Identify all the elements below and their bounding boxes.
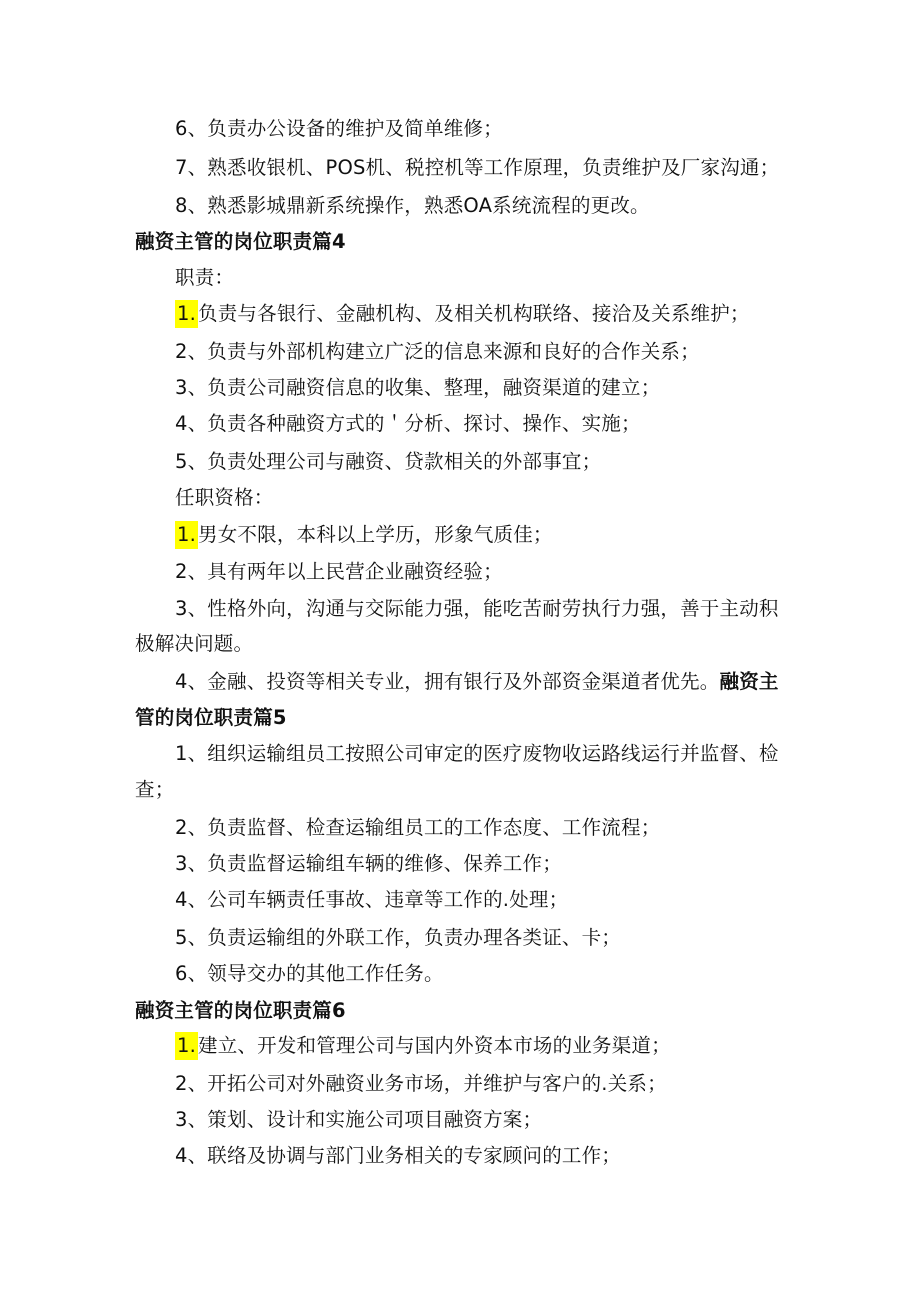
section4-qual-3a: 3、性格外向，沟通与交际能力强，能吃苦耐劳执行力强，善于主动积 — [175, 597, 779, 620]
section3-item-7: 7、熟悉收银机、POS机、税控机等工作原理，负责维护及厂家沟通； — [175, 156, 780, 179]
section4-duty-2: 2、负责与外部机构建立广泛的信息来源和良好的合作关系； — [175, 340, 700, 363]
section5-item-3: 3、负责监督运输组车辆的维修、保养工作； — [175, 852, 562, 875]
highlight-marker: 1. — [175, 300, 198, 328]
section4-duty-1 — [175, 300, 750, 328]
section5-item-4: 4、公司车辆责任事故、违章等工作的.处理； — [175, 888, 569, 911]
section6-item-2: 2、开拓公司对外融资业务市场，并维护与客户的.关系； — [175, 1072, 667, 1095]
section5-item-5: 5、负责运输组的外联工作，负责办理各类证、卡； — [175, 926, 622, 949]
section4-qual-label: 任职资格： — [175, 486, 274, 509]
section5-item-1b: 查； — [135, 778, 175, 801]
highlight-marker: 1. — [175, 1032, 198, 1060]
section4-qual-4 — [175, 668, 779, 696]
section4-qual-4-text: 4、金融、投资等相关专业，拥有银行及外部资金渠道者优先。 — [175, 670, 720, 693]
section4-qual-1-text: 男女不限，本科以上学历，形象气质佳； — [198, 523, 553, 546]
section6-heading: 融资主管的岗位职责篇6 — [135, 999, 346, 1022]
section4-duty-1-text: 负责与各银行、金融机构、及相关机构联络、接洽及关系维护； — [198, 302, 750, 325]
section5-heading-part2: 管的岗位职责篇5 — [135, 706, 287, 729]
section6-item-3: 3、策划、设计和实施公司项目融资方案； — [175, 1108, 543, 1131]
section3-item-8: 8、熟悉影城鼎新系统操作，熟悉OA系统流程的更改。 — [175, 194, 650, 217]
section6-item-1 — [175, 1032, 671, 1060]
section4-duty-3: 3、负责公司融资信息的收集、整理，融资渠道的建立； — [175, 376, 661, 399]
section4-qual-2: 2、具有两年以上民营企业融资经验； — [175, 560, 503, 583]
section5-item-1a: 1、组织运输组员工按照公司审定的医疗废物收运路线运行并监督、检 — [175, 742, 779, 765]
section3-item-6: 6、负责办公设备的维护及简单维修； — [175, 117, 503, 140]
highlight-marker: 1. — [175, 521, 198, 549]
section5-heading-part1: 融资主 — [719, 670, 779, 693]
section4-qual-1 — [175, 521, 553, 549]
section4-qual-3b: 极解决问题。 — [135, 632, 254, 655]
section4-duty-5: 5、负责处理公司与融资、贷款相关的外部事宜； — [175, 450, 602, 473]
section6-item-1-text: 建立、开发和管理公司与国内外资本市场的业务渠道； — [198, 1034, 671, 1057]
section5-item-2: 2、负责监督、检查运输组员工的工作态度、工作流程； — [175, 816, 661, 839]
section4-duties-label: 职责： — [175, 266, 235, 289]
section5-item-6: 6、领导交办的其他工作任务。 — [175, 962, 444, 985]
section4-duty-4: 4、负责各种融资方式的＇分析、探讨、操作、实施； — [175, 412, 641, 435]
section4-heading: 融资主管的岗位职责篇4 — [135, 230, 346, 253]
section6-item-4: 4、联络及协调与部门业务相关的专家顾问的工作； — [175, 1144, 622, 1167]
